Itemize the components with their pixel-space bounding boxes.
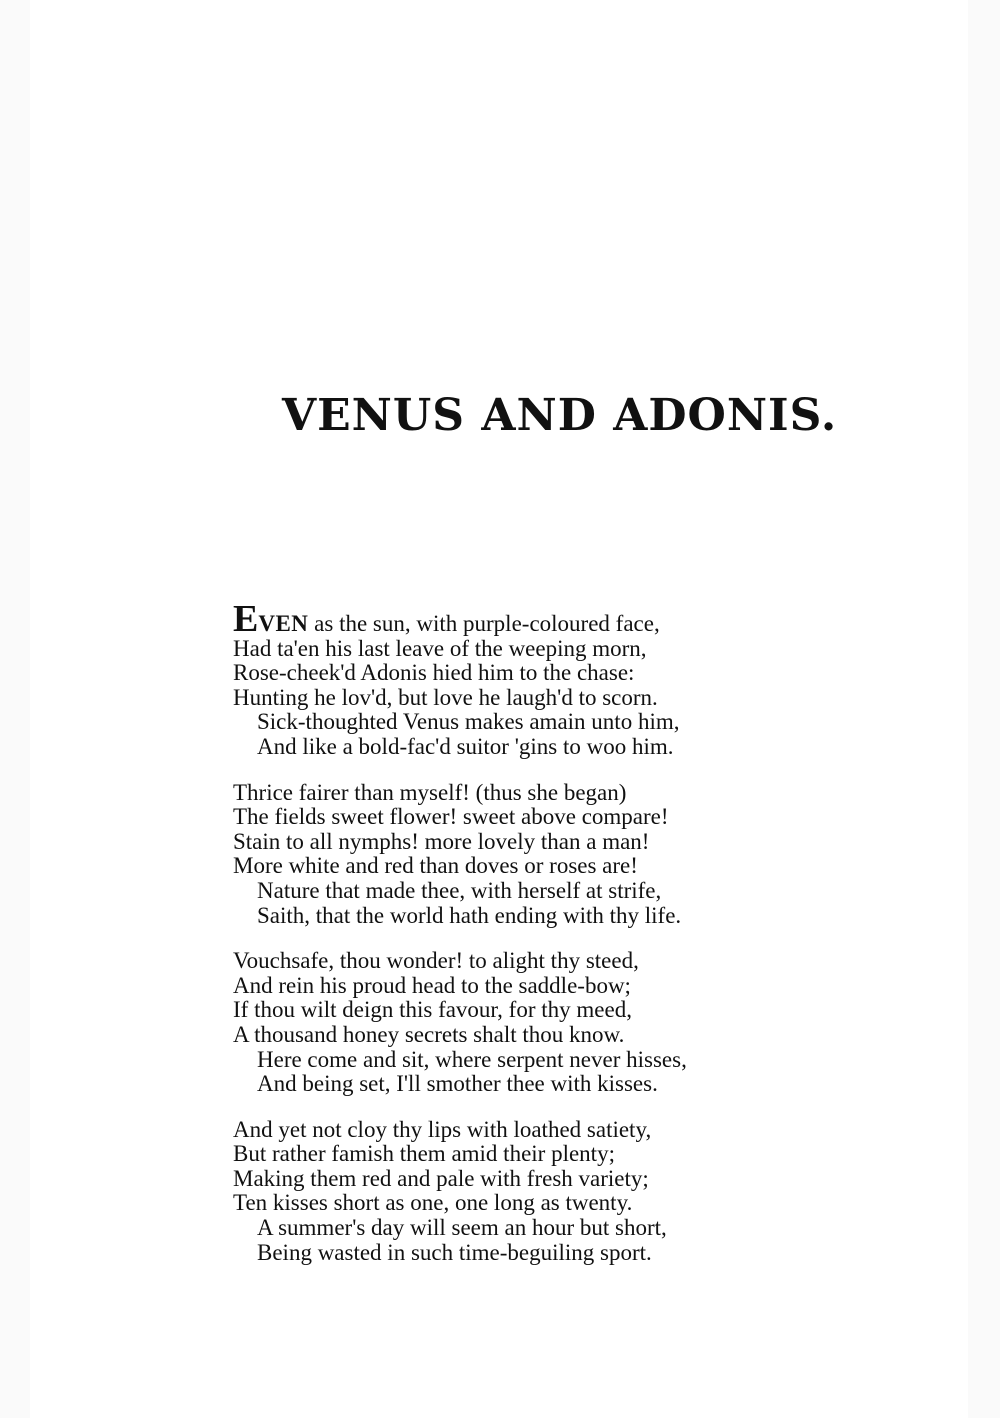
poem-line-indented: Being wasted in such time-beguiling sport. [257, 1239, 652, 1265]
poem-line: Rose-cheek'd Adonis hied him to the chase: [233, 660, 635, 686]
poem-body [233, 598, 873, 1286]
poem-line-indented: And like a bold-fac'd suitor 'gins to woo him. [257, 733, 674, 759]
poem-line: Making them red and pale with fresh variety; [233, 1165, 649, 1191]
poem-line: And yet not cloy thy lips with loathed satiety, [233, 1116, 652, 1142]
line-text: as the sun, with purple-coloured face, [308, 611, 660, 636]
poem-line-indented: Sick-thoughted Venus makes amain unto him, [257, 709, 680, 735]
stanza-4 [233, 1118, 873, 1266]
stanza-3 [233, 949, 873, 1097]
poem-title: VENUS AND ADONIS. [282, 390, 838, 441]
stanza-2 [233, 781, 873, 929]
poem-line: But rather famish them amid their plenty; [233, 1141, 615, 1167]
poem-line [233, 598, 873, 640]
poem-line: Thrice fairer than myself! (thus she began) [233, 779, 627, 805]
poem-line: Hunting he lov'd, but love he laugh'd to scorn. [233, 684, 658, 710]
poem-line: A thousand honey secrets shalt thou know. [233, 1021, 625, 1047]
poem-line: Ten kisses short as one, one long as twenty. [233, 1190, 633, 1216]
poem-line: Vouchsafe, thou wonder! to alight thy steed, [233, 948, 639, 974]
poem-line-indented: Here come and sit, where serpent never hisses, [257, 1046, 687, 1072]
stanza-1 [233, 598, 873, 760]
poem-line: Had ta'en his last leave of the weeping morn, [233, 635, 647, 661]
poem-line: If thou wilt deign this favour, for thy meed, [233, 997, 632, 1023]
poem-line: The fields sweet flower! sweet above compare! [233, 804, 669, 830]
poem-line-indented: And being set, I'll smother thee with kisses. [257, 1071, 658, 1097]
poem-line: And rein his proud head to the saddle-bow; [233, 972, 631, 998]
poem-line-indented: A summer's day will seem an hour but short, [257, 1215, 667, 1241]
poem-line: Stain to all nymphs! more lovely than a man! [233, 828, 650, 854]
poem-line-indented: Saith, that the world hath ending with thy life. [257, 902, 682, 928]
poem-line-indented: Nature that made thee, with herself at strife, [257, 877, 662, 903]
small-caps-opening: VEN [258, 611, 309, 636]
poem-line: More white and red than doves or roses are! [233, 853, 638, 879]
drop-cap: E [233, 598, 259, 640]
page-edge-right [968, 0, 1000, 1418]
page-edge-left [0, 0, 30, 1418]
